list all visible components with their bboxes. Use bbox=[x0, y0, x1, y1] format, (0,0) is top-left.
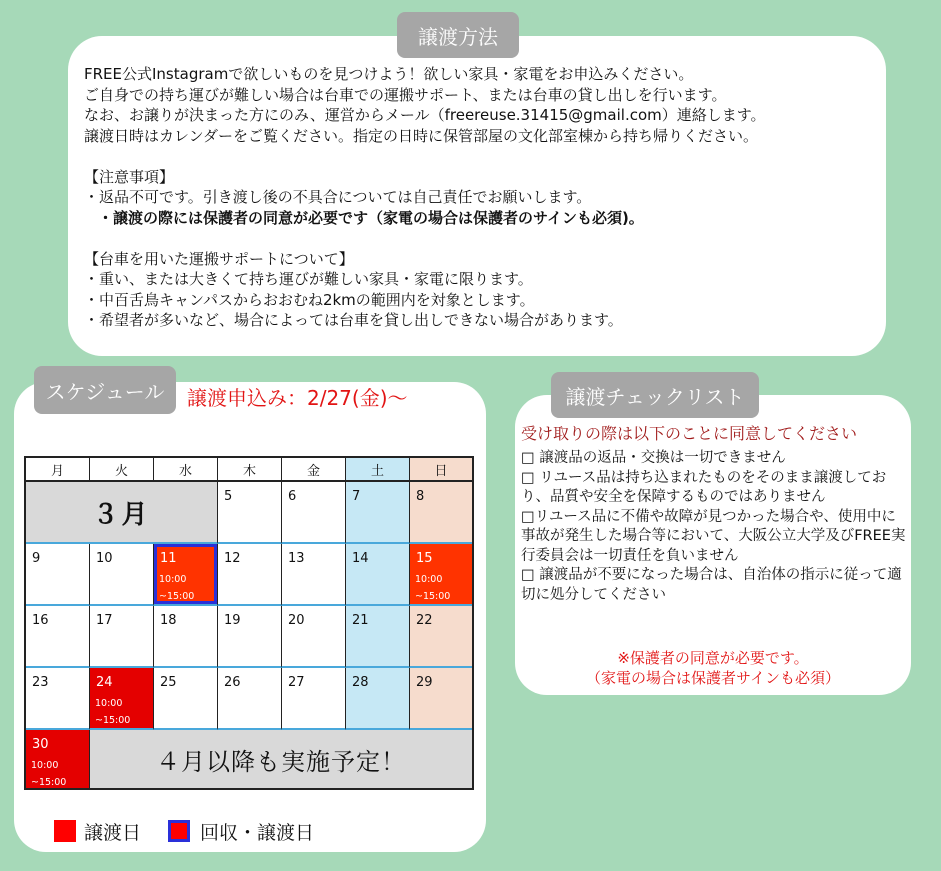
caution-title: 【注意事項】 bbox=[84, 167, 175, 186]
checklist-heading: 受け取りの際は以下のことに同意してください bbox=[521, 424, 858, 443]
checklist-item: □ 譲渡品が不要になった場合は、自治体の指示に従って適切に処分してください bbox=[521, 567, 902, 603]
calendar-day: 13 bbox=[282, 544, 346, 606]
calendar-day: 26 bbox=[218, 668, 282, 730]
calendar-day: 17 bbox=[90, 606, 154, 668]
support-title: 【台車を用いた運搬サポートについて】 bbox=[84, 249, 354, 268]
legend-collect-label: 回収・譲渡日 bbox=[200, 822, 315, 844]
transfer-day: 30 10:00 ~15:00 bbox=[26, 730, 90, 788]
calendar-day: 27 bbox=[282, 668, 346, 730]
transfer-method-body bbox=[84, 64, 874, 331]
calendar-day: 29 bbox=[410, 668, 472, 730]
weekday-wed: 水 bbox=[154, 458, 218, 482]
legend-collect-swatch bbox=[168, 820, 190, 842]
calendar-day: 14 bbox=[346, 544, 410, 606]
transfer-method-panel bbox=[68, 36, 886, 356]
transfer-day: 24 10:00 ~15:00 bbox=[90, 668, 154, 730]
checklist-title: 譲渡チェックリスト bbox=[551, 372, 759, 418]
checklist-items bbox=[521, 449, 907, 605]
weekday-sat: 土 bbox=[346, 458, 410, 482]
calendar-day: 18 bbox=[154, 606, 218, 668]
calendar-day: 12 bbox=[218, 544, 282, 606]
checklist-item: □ リユース品は持ち込まれたものをそのまま譲渡しており、品質や安全を保障するものではありません bbox=[521, 469, 887, 505]
caution-item-bold: ・譲渡の際には保護者の同意が必要です（家電の場合は保護者のサインも必須)。 bbox=[98, 208, 644, 227]
guardian-note bbox=[515, 648, 911, 688]
weekday-mon: 月 bbox=[26, 458, 90, 482]
checklist-item: □リユース品に不備や故障が見つかった場合や、使用中に事故が発生した場合等において、大阪公立大学及びFREE実行委員会は一切責任を負いません bbox=[521, 508, 906, 564]
info-line: FREE公式Instagramで欲しいものを見つけよう！欲しい家具・家電をお申込みください。 bbox=[84, 65, 694, 83]
application-start: 譲渡申込み：2/27(金)〜 bbox=[187, 386, 408, 410]
calendar-day: 19 bbox=[218, 606, 282, 668]
info-line: なお、お譲りが決まった方にのみ、運営からメール（freereuse.31415@gmail.com）連絡します。 bbox=[84, 106, 766, 124]
calendar-day: 9 bbox=[26, 544, 90, 606]
guardian-note-line: ※保護者の同意が必要です。 bbox=[617, 649, 809, 667]
support-item: ・中百舌鳥キャンパスからおおむね2kmの範囲内を対象とします。 bbox=[84, 290, 535, 309]
month-header bbox=[26, 482, 218, 544]
calendar-day: 16 bbox=[26, 606, 90, 668]
calendar-day: 28 bbox=[346, 668, 410, 730]
calendar-day: 7 bbox=[346, 482, 410, 544]
transfer-day: 15 10:00 ~15:00 bbox=[410, 544, 472, 606]
checklist-item: □ 譲渡品の返品・交換は一切できません bbox=[521, 450, 786, 466]
calendar-day: 8 bbox=[410, 482, 472, 544]
collect-transfer-day: 11 10:00 ~15:00 bbox=[154, 544, 218, 606]
info-line: ご自身での持ち運びが難しい場合は台車での運搬サポート、または台車の貸し出しを行います。 bbox=[84, 85, 727, 104]
calendar-day: 6 bbox=[282, 482, 346, 544]
guardian-note-line: （家電の場合は保護者サインも必須） bbox=[586, 669, 840, 687]
calendar-day: 25 bbox=[154, 668, 218, 730]
legend-transfer-label: 譲渡日 bbox=[84, 822, 142, 844]
support-item: ・希望者が多いなど、場合によっては台車を貸し出しできない場合があります。 bbox=[84, 311, 623, 329]
info-line: 譲渡日時はカレンダーをご覧ください。指定の日時に保管部屋の文化部室棟から持ち帰りください。 bbox=[84, 126, 759, 145]
weekday-sun: 日 bbox=[410, 458, 472, 482]
april-label: ４月以降も実施予定！ bbox=[156, 747, 406, 776]
weekday-tue: 火 bbox=[90, 458, 154, 482]
caution-item: ・返品不可です。引き渡し後の不具合については自己責任でお願いします。 bbox=[84, 188, 592, 206]
calendar-day: 20 bbox=[282, 606, 346, 668]
april-notice bbox=[90, 730, 472, 788]
transfer-method-title: 譲渡方法 bbox=[397, 12, 519, 58]
legend-transfer-swatch bbox=[54, 820, 76, 842]
calendar-day: 21 bbox=[346, 606, 410, 668]
calendar-day: 5 bbox=[218, 482, 282, 544]
weekday-thu: 木 bbox=[218, 458, 282, 482]
month-label: ３月 bbox=[92, 499, 151, 530]
calendar-day: 23 bbox=[26, 668, 90, 730]
calendar bbox=[24, 456, 474, 790]
schedule-title: スケジュール bbox=[34, 366, 176, 414]
calendar-day: 22 bbox=[410, 606, 472, 668]
support-item: ・重い、または大きくて持ち運びが難しい家具・家電に限ります。 bbox=[84, 270, 533, 288]
weekday-fri: 金 bbox=[282, 458, 346, 482]
calendar-day: 10 bbox=[90, 544, 154, 606]
